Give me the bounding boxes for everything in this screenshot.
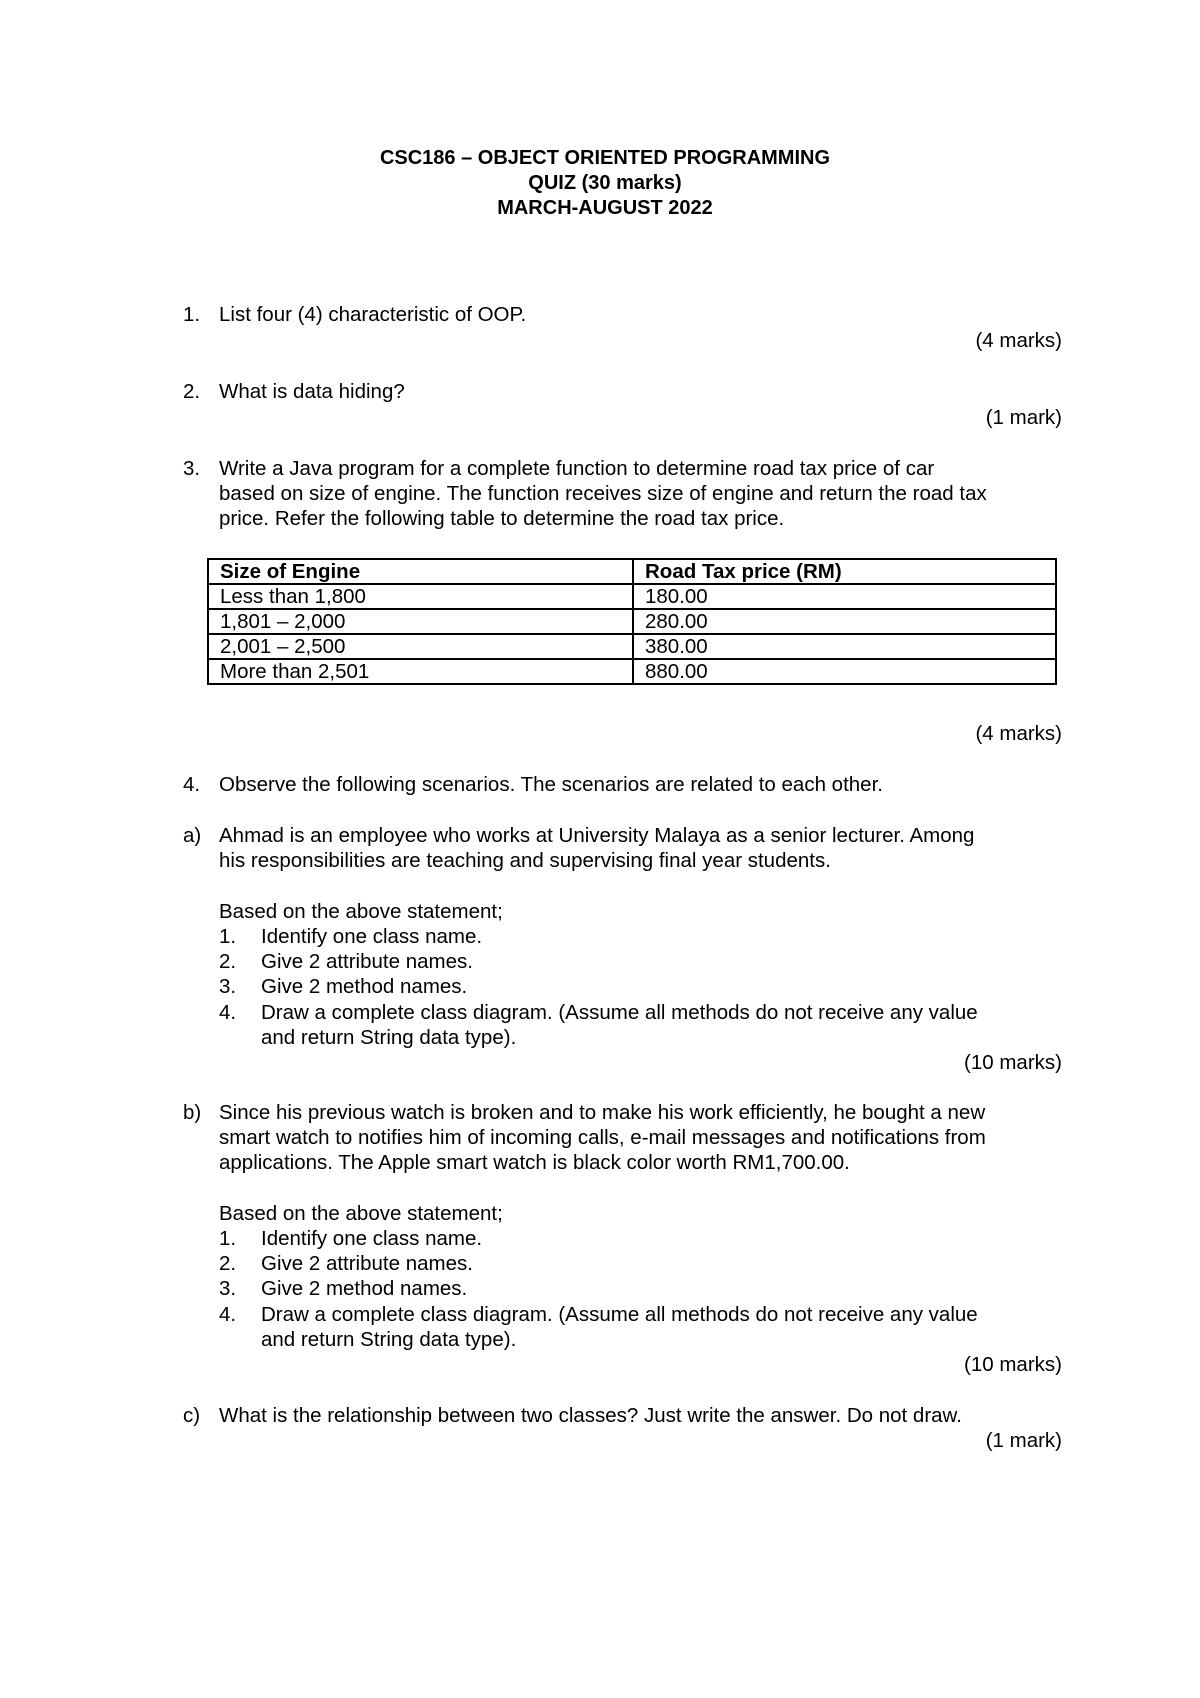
based-on-statement: Based on the above statement; bbox=[219, 1202, 503, 1225]
table-header-cell: Road Tax price (RM) bbox=[633, 559, 1056, 584]
course-title: CSC186 – OBJECT ORIENTED PROGRAMMING bbox=[379, 147, 831, 169]
table-cell: Less than 1,800 bbox=[208, 584, 633, 609]
question-text: List four (4) characteristic of OOP. bbox=[219, 303, 527, 326]
table-row bbox=[208, 609, 1056, 634]
table-cell: More than 2,501 bbox=[208, 659, 633, 684]
task-number: 1. bbox=[219, 925, 237, 948]
task-text: Draw a complete class diagram. (Assume all methods do not receive any value bbox=[261, 1001, 978, 1024]
scenario-line: Since his previous watch is broken and to make his work efficiently, he bought a new bbox=[219, 1101, 986, 1124]
task-text: Give 2 attribute names. bbox=[261, 1252, 473, 1275]
quiz-title: QUIZ (30 marks) bbox=[528, 172, 682, 194]
task-text: Give 2 attribute names. bbox=[261, 950, 473, 973]
task-number: 3. bbox=[219, 975, 237, 998]
table-cell: 380.00 bbox=[633, 634, 1056, 659]
question-text-line: Write a Java program for a complete function to determine road tax price of car bbox=[219, 457, 935, 480]
task-number: 1. bbox=[219, 1227, 237, 1250]
table-header-cell: Size of Engine bbox=[208, 559, 633, 584]
task-text: Give 2 method names. bbox=[261, 1277, 468, 1300]
task-number: 2. bbox=[219, 1252, 237, 1275]
question-number: 1. bbox=[183, 303, 201, 326]
question-text-line: based on size of engine. The function receives size of engine and return the road tax bbox=[219, 482, 987, 505]
table-header-row bbox=[208, 559, 1056, 584]
table-cell: 1,801 – 2,000 bbox=[208, 609, 633, 634]
task-text: Identify one class name. bbox=[261, 925, 483, 948]
road-tax-table bbox=[207, 558, 1057, 685]
session-title: MARCH-AUGUST 2022 bbox=[497, 197, 713, 219]
task-text-continued: and return String data type). bbox=[261, 1026, 517, 1049]
table-row bbox=[208, 634, 1056, 659]
subquestion-label: a) bbox=[183, 824, 202, 847]
marks-label: (10 marks) bbox=[964, 1353, 1062, 1376]
scenario-line: applications. The Apple smart watch is black color worth RM1,700.00. bbox=[219, 1151, 850, 1174]
task-number: 4. bbox=[219, 1001, 237, 1024]
task-text: Identify one class name. bbox=[261, 1227, 483, 1250]
based-on-statement: Based on the above statement; bbox=[219, 900, 503, 923]
scenario-line: his responsibilities are teaching and supervising final year students. bbox=[219, 849, 831, 872]
marks-label: (4 marks) bbox=[975, 329, 1062, 352]
table-cell: 880.00 bbox=[633, 659, 1056, 684]
table-row bbox=[208, 584, 1056, 609]
subquestion-label: b) bbox=[183, 1101, 202, 1124]
task-number: 3. bbox=[219, 1277, 237, 1300]
table-row bbox=[208, 659, 1056, 684]
marks-label: (10 marks) bbox=[964, 1051, 1062, 1074]
task-text: Give 2 method names. bbox=[261, 975, 468, 998]
task-text-continued: and return String data type). bbox=[261, 1328, 517, 1351]
table-cell: 280.00 bbox=[633, 609, 1056, 634]
marks-label: (1 mark) bbox=[985, 1429, 1062, 1452]
scenario-line: smart watch to notifies him of incoming calls, e-mail messages and notifications from bbox=[219, 1126, 986, 1149]
question-text: Observe the following scenarios. The scenarios are related to each other. bbox=[219, 773, 883, 796]
marks-label: (1 mark) bbox=[985, 406, 1062, 429]
question-number: 3. bbox=[183, 457, 201, 480]
question-text: What is data hiding? bbox=[219, 380, 405, 403]
question-number: 4. bbox=[183, 773, 201, 796]
question-text-line: price. Refer the following table to determine the road tax price. bbox=[219, 507, 785, 530]
subquestion-label: c) bbox=[183, 1404, 201, 1427]
table-cell: 2,001 – 2,500 bbox=[208, 634, 633, 659]
task-number: 4. bbox=[219, 1303, 237, 1326]
marks-label: (4 marks) bbox=[975, 722, 1062, 745]
question-number: 2. bbox=[183, 380, 201, 403]
scenario-line: Ahmad is an employee who works at University Malaya as a senior lecturer. Among bbox=[219, 824, 975, 847]
task-number: 2. bbox=[219, 950, 237, 973]
question-text: What is the relationship between two classes? Just write the answer. Do not draw. bbox=[219, 1404, 962, 1427]
task-text: Draw a complete class diagram. (Assume all methods do not receive any value bbox=[261, 1303, 978, 1326]
table-cell: 180.00 bbox=[633, 584, 1056, 609]
